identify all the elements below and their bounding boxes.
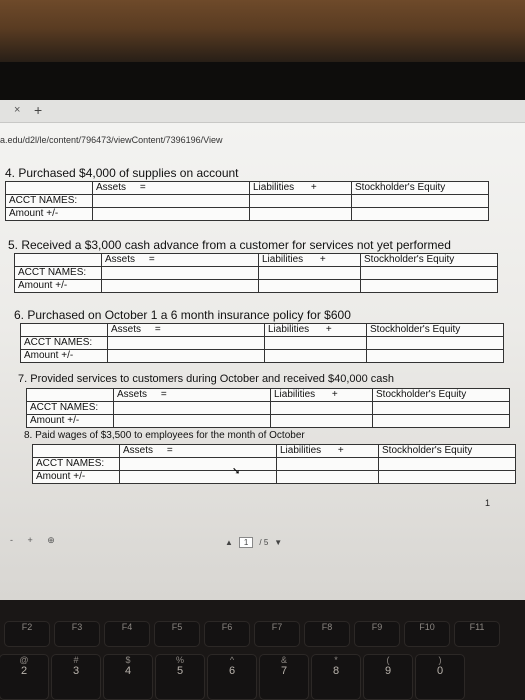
equity-acct-cell[interactable]	[373, 402, 510, 415]
blank-cell	[21, 324, 108, 337]
question-6: 6. Purchased on October 1 a 6 month insurance policy for $600	[14, 308, 351, 322]
liabilities-header: Liabilities +	[277, 445, 379, 458]
amount-label: Amount +/-	[33, 471, 120, 484]
liabilities-amount-cell[interactable]	[250, 208, 352, 221]
prev-page-icon[interactable]: ▲	[225, 538, 233, 547]
document-page	[0, 158, 525, 588]
key-4[interactable]: $ 4	[104, 655, 152, 699]
assets-amount-cell[interactable]	[93, 208, 250, 221]
laptop-screen	[0, 100, 525, 600]
blank-cell	[27, 389, 114, 402]
equity-acct-cell[interactable]	[352, 195, 489, 208]
function-key[interactable]: F3	[55, 622, 99, 646]
function-key[interactable]: F6	[205, 622, 249, 646]
function-key[interactable]: F7	[255, 622, 299, 646]
equity-acct-cell[interactable]	[379, 458, 516, 471]
amount-label: Amount +/-	[6, 208, 93, 221]
function-key[interactable]: F8	[305, 622, 349, 646]
liabilities-amount-cell[interactable]	[271, 415, 373, 428]
acct-names-label: ACCT NAMES:	[33, 458, 120, 471]
liabilities-acct-cell[interactable]	[259, 267, 361, 280]
question-7: 7. Provided services to customers during October and received $40,000 cash	[18, 373, 395, 385]
key-8[interactable]: * 8	[312, 655, 360, 699]
liabilities-header: Liabilities +	[265, 324, 367, 337]
tab-close-icon[interactable]: ×	[14, 104, 21, 116]
equity-amount-cell[interactable]	[367, 350, 504, 363]
blank-cell	[33, 445, 120, 458]
assets-acct-cell[interactable]	[120, 458, 277, 471]
equation-table-4	[5, 181, 489, 221]
key-0[interactable]: ) 0	[416, 655, 464, 699]
assets-header: Assets =	[108, 324, 265, 337]
acct-names-label: ACCT NAMES:	[15, 267, 102, 280]
equity-acct-cell[interactable]	[367, 337, 504, 350]
liabilities-amount-cell[interactable]	[265, 350, 367, 363]
page-input[interactable]: 1	[239, 537, 253, 548]
assets-acct-cell[interactable]	[102, 267, 259, 280]
assets-amount-cell[interactable]	[108, 350, 265, 363]
function-key-row	[0, 622, 525, 648]
equation-table-5	[14, 253, 498, 293]
acct-names-label: ACCT NAMES:	[27, 402, 114, 415]
function-key[interactable]: F2	[5, 622, 49, 646]
key-6[interactable]: ^ 6	[208, 655, 256, 699]
page-total: / 5	[259, 538, 269, 547]
equity-header: Stockholder's Equity	[352, 182, 489, 195]
liabilities-acct-cell[interactable]	[250, 195, 352, 208]
question-8: 8. Paid wages of $3,500 to employees for the month of October	[24, 430, 305, 441]
liabilities-amount-cell[interactable]	[259, 280, 361, 293]
function-key[interactable]: F11	[455, 622, 499, 646]
assets-header: Assets =	[93, 182, 250, 195]
acct-names-label: ACCT NAMES:	[21, 337, 108, 350]
key-9[interactable]: ( 9	[364, 655, 412, 699]
mouse-cursor-icon: ➘	[232, 466, 241, 477]
key-3[interactable]: # 3	[52, 655, 100, 699]
assets-header: Assets =	[114, 389, 271, 402]
equation-table-6	[20, 323, 504, 363]
equity-acct-cell[interactable]	[361, 267, 498, 280]
page-navigator	[225, 537, 282, 548]
new-tab-icon[interactable]: +	[34, 102, 43, 118]
liabilities-acct-cell[interactable]	[271, 402, 373, 415]
next-page-icon[interactable]: ▼	[274, 538, 283, 547]
liabilities-acct-cell[interactable]	[265, 337, 367, 350]
equity-amount-cell[interactable]	[379, 471, 516, 484]
number-key-row	[0, 655, 525, 700]
function-key[interactable]: F5	[155, 622, 199, 646]
laptop-bezel	[0, 62, 525, 104]
blank-cell	[15, 254, 102, 267]
liabilities-header: Liabilities +	[271, 389, 373, 402]
background-wall	[0, 0, 525, 70]
acct-names-label: ACCT NAMES:	[6, 195, 93, 208]
amount-label: Amount +/-	[15, 280, 102, 293]
liabilities-amount-cell[interactable]	[277, 471, 379, 484]
equation-table-8	[32, 444, 516, 484]
liabilities-header: Liabilities +	[259, 254, 361, 267]
browser-tab-bar	[0, 100, 525, 123]
key-2[interactable]: @ 2	[0, 655, 48, 699]
equity-amount-cell[interactable]	[352, 208, 489, 221]
liabilities-header: Liabilities +	[250, 182, 352, 195]
equation-table-7	[26, 388, 510, 428]
assets-acct-cell[interactable]	[114, 402, 271, 415]
assets-header: Assets =	[120, 445, 277, 458]
question-5: 5. Received a $3,000 cash advance from a customer for services not yet performed	[8, 238, 451, 252]
function-key[interactable]: F10	[405, 622, 449, 646]
function-key[interactable]: F4	[105, 622, 149, 646]
assets-acct-cell[interactable]	[93, 195, 250, 208]
function-key[interactable]: F9	[355, 622, 399, 646]
laptop-keyboard	[0, 600, 525, 700]
page-number: 1	[485, 498, 491, 508]
amount-label: Amount +/-	[21, 350, 108, 363]
equity-amount-cell[interactable]	[361, 280, 498, 293]
liabilities-acct-cell[interactable]	[277, 458, 379, 471]
equity-header: Stockholder's Equity	[361, 254, 498, 267]
assets-header: Assets =	[102, 254, 259, 267]
key-5[interactable]: % 5	[156, 655, 204, 699]
address-bar[interactable]: a.edu/d2l/le/content/796473/viewContent/7396196/View	[0, 135, 223, 145]
question-4: 4. Purchased $4,000 of supplies on account	[5, 166, 239, 180]
equity-header: Stockholder's Equity	[373, 389, 510, 402]
zoom-controls[interactable]: - + ⊕	[10, 535, 61, 545]
equity-header: Stockholder's Equity	[379, 445, 516, 458]
equity-header: Stockholder's Equity	[367, 324, 504, 337]
assets-acct-cell[interactable]	[108, 337, 265, 350]
assets-amount-cell[interactable]	[102, 280, 259, 293]
key-7[interactable]: & 7	[260, 655, 308, 699]
equity-amount-cell[interactable]	[373, 415, 510, 428]
assets-amount-cell[interactable]	[114, 415, 271, 428]
blank-cell	[6, 182, 93, 195]
assets-amount-cell[interactable]	[120, 471, 277, 484]
amount-label: Amount +/-	[27, 415, 114, 428]
